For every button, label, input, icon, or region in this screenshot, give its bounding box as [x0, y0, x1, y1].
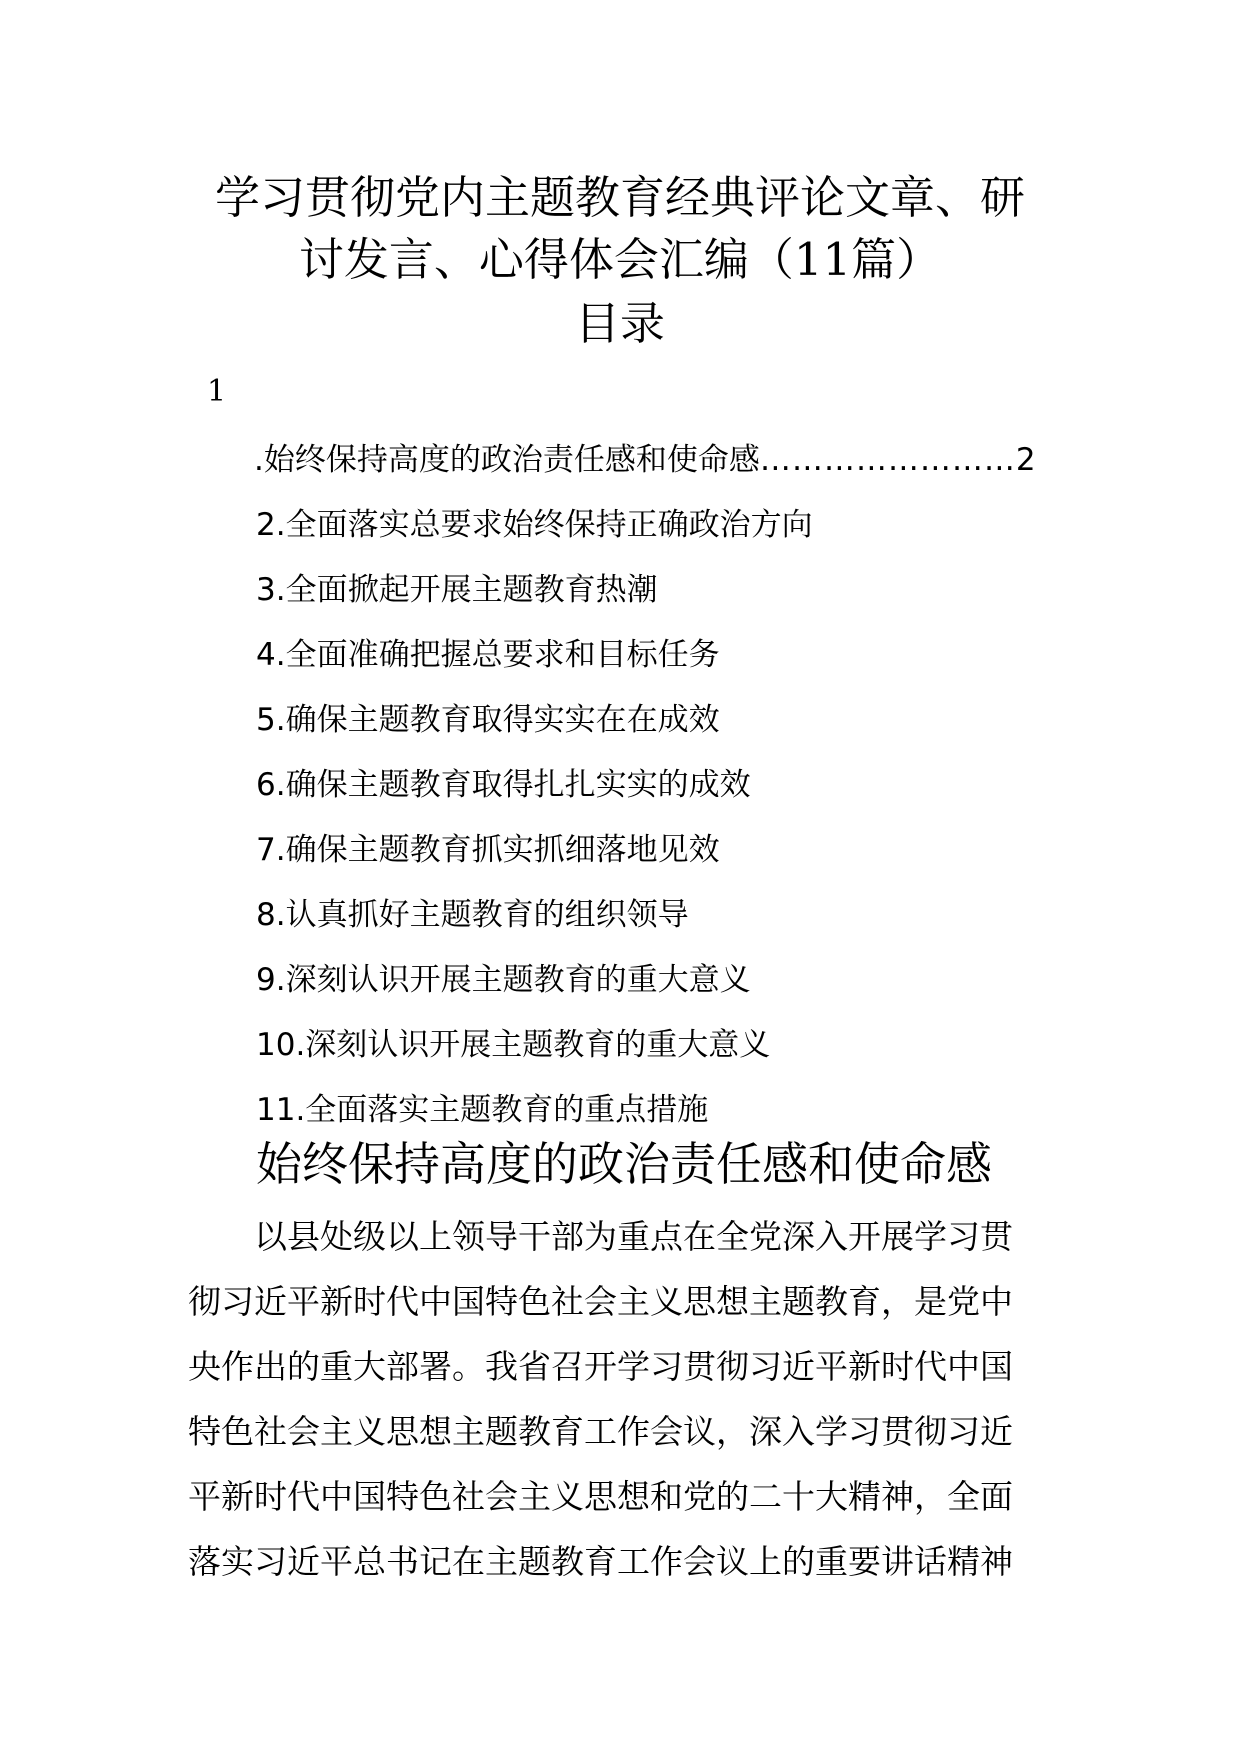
toc-item-2[interactable] [256, 493, 1056, 558]
toc-item-label: 7.确保主题教育抓实抓细落地见效 [256, 832, 720, 868]
toc-lead-number: 1 [207, 374, 227, 409]
toc-item-6[interactable] [256, 753, 1056, 818]
toc-item-8[interactable] [256, 883, 1056, 948]
body-line: 平新时代中国特色社会主义思想和党的二十大精神，全面 [188, 1477, 1013, 1516]
body-paragraph [188, 1204, 1048, 1594]
body-line: 特色社会主义思想主题教育工作会议，深入学习贯彻习近 [188, 1412, 1013, 1451]
toc-item-label: 8.认真抓好主题教育的组织领导 [256, 897, 689, 933]
body-line: 央作出的重大部署。我省召开学习贯彻习近平新时代中国 [188, 1347, 1013, 1386]
toc-item-label: 5.确保主题教育取得实实在在成效 [256, 702, 720, 738]
document-title-line-2 [0, 230, 1240, 290]
toc-item-label: 3.全面掀起开展主题教育热潮 [256, 572, 658, 608]
toc-item-9[interactable] [256, 948, 1056, 1013]
toc-item-5[interactable] [256, 688, 1056, 753]
toc-item-label: 9.深刻认识开展主题教育的重大意义 [256, 962, 751, 998]
table-of-contents [256, 428, 1056, 1143]
toc-item-10[interactable] [256, 1013, 1056, 1078]
body-line: 落实习近平总书记在主题教育工作会议上的重要讲话精神 [188, 1542, 1013, 1581]
document-title-line-1: 学习贯彻党内主题教育经典评论文章、研 [214, 171, 1025, 224]
toc-page-number: 2 [1015, 442, 1036, 478]
title-text-before-count: 讨发言、心得体会汇编（ [298, 233, 794, 286]
toc-item-3[interactable] [256, 558, 1056, 623]
body-line: 以县处级以上领导干部为重点在全党深入开展学习贯 [254, 1217, 1013, 1256]
toc-leader-dots: …………………… [759, 442, 1016, 478]
title-article-count: 11 [793, 233, 852, 286]
toc-item-label: 6.确保主题教育取得扎扎实实的成效 [256, 767, 751, 803]
title-text-after-count: 篇） [851, 233, 942, 286]
toc-item-label: 2.全面落实总要求始终保持正确政治方向 [256, 507, 813, 543]
toc-item-label: 10.深刻认识开展主题教育的重大意义 [256, 1027, 771, 1063]
toc-heading: 目录 [574, 297, 665, 350]
toc-item-7[interactable] [256, 818, 1056, 883]
section-heading: 始终保持高度的政治责任感和使命感 [256, 1137, 992, 1191]
toc-item-1[interactable] [254, 428, 1056, 493]
toc-item-label: 11.全面落实主题教育的重点措施 [256, 1092, 709, 1128]
body-line: 彻习近平新时代中国特色社会主义思想主题教育，是党中 [188, 1282, 1013, 1321]
toc-item-label: 4.全面准确把握总要求和目标任务 [256, 637, 720, 673]
toc-item-label: .始终保持高度的政治责任感和使命感 [254, 442, 760, 478]
toc-item-4[interactable] [256, 623, 1056, 688]
